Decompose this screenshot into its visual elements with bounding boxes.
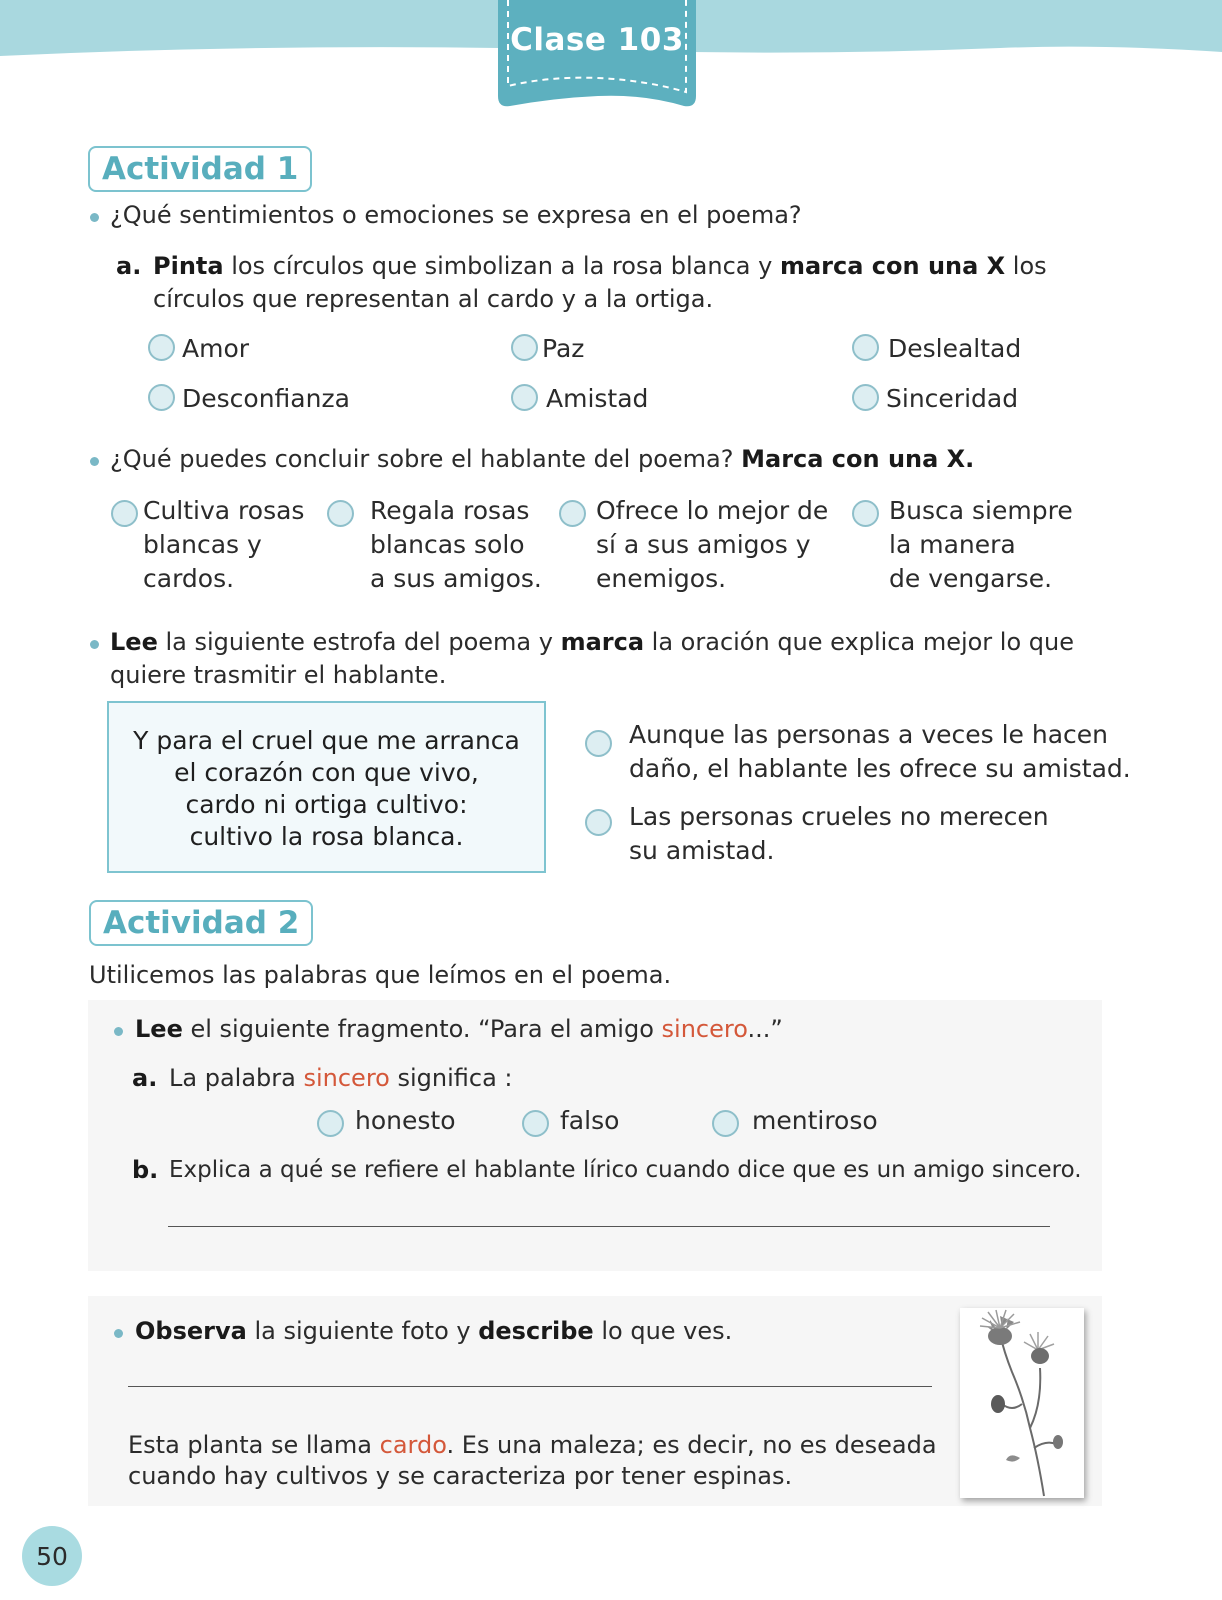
option-ofrece-line3: enemigos. <box>596 564 727 593</box>
option-label-amistad: Amistad <box>546 384 649 413</box>
option-crueles-line2: su amistad. <box>629 836 775 865</box>
fragment-end: ...” <box>747 1015 783 1043</box>
item-a <box>132 1062 157 1095</box>
option-circle-busca[interactable] <box>852 500 879 527</box>
instruction-a-line2: círculos que representan al cardo y a la ortiga. <box>153 285 714 313</box>
question-stanza-text2: la oración que explica mejor lo que <box>644 628 1074 656</box>
plant-info-highlight: cardo <box>379 1431 447 1459</box>
observe-text2: lo que ves. <box>593 1317 733 1345</box>
option-cultiva-line2: blancas y <box>143 530 262 559</box>
explain-question: Explica a qué se refiere el hablante lírico cuando dice que es un amigo sincero. <box>169 1157 1082 1183</box>
question-speaker <box>110 443 974 476</box>
option-crueles-line1: Las personas crueles no merecen <box>629 802 1049 831</box>
activity-2-label: Actividad 2 <box>103 905 300 941</box>
option-label-deslealtad: Deslealtad <box>888 334 1022 363</box>
option-label-honesto: honesto <box>355 1106 456 1135</box>
option-circle-sinceridad[interactable] <box>852 384 879 411</box>
option-busca-line2: la manera <box>889 530 1016 559</box>
instruction-a-line1 <box>153 250 1047 283</box>
option-circle-amor[interactable] <box>148 334 175 361</box>
observe-bold1: Observa <box>135 1317 247 1345</box>
option-busca-line3: de vengarse. <box>889 564 1053 593</box>
option-circle-regala[interactable] <box>327 500 354 527</box>
option-circle-ofrece[interactable] <box>559 500 586 527</box>
activity-2-intro: Utilicemos las palabras que leímos en el poema. <box>89 961 672 989</box>
question-stanza-line1 <box>110 626 1074 659</box>
option-label-amor: Amor <box>182 334 250 363</box>
activity-2-title <box>89 900 313 946</box>
option-label-mentiroso: mentiroso <box>752 1106 878 1135</box>
meaning-question <box>169 1062 513 1095</box>
observe-text1: la siguiente foto y <box>246 1317 479 1345</box>
plant-info-line1 <box>128 1429 937 1462</box>
option-circle-paz[interactable] <box>511 334 538 361</box>
bullet-icon <box>90 213 99 222</box>
question-stanza-bold1: Lee <box>110 628 158 656</box>
fragment-instruction <box>135 1013 783 1046</box>
option-circle-cultiva[interactable] <box>111 500 138 527</box>
option-busca <box>889 494 1073 596</box>
item-letter-a: a. <box>116 252 142 280</box>
fragment-text: el siguiente fragmento. “Para el amigo <box>182 1015 662 1043</box>
question-stanza-text1: la siguiente estrofa del poema y <box>157 628 561 656</box>
option-crueles <box>629 800 1049 868</box>
option-ofrece <box>596 494 828 596</box>
option-ofrece-line2: sí a sus amigos y <box>596 530 811 559</box>
question-stanza-bold2: marca <box>560 628 645 656</box>
option-aunque-line1: Aunque las personas a veces le hacen <box>629 720 1109 749</box>
instruction-a-text2: los <box>1005 252 1047 280</box>
activity-1-title <box>88 146 312 192</box>
option-busca-line1: Busca siempre <box>889 496 1073 525</box>
option-regala-line1: Regala rosas <box>370 496 530 525</box>
option-label-desconfianza: Desconfianza <box>182 384 350 413</box>
question-speaker-bold: Marca con una X. <box>741 445 975 473</box>
stanza-line: el corazón con que vivo, <box>174 758 479 787</box>
fragment-bold: Lee <box>135 1015 183 1043</box>
instruction-a <box>116 250 141 283</box>
observe-bold2: describe <box>478 1317 594 1345</box>
bullet-icon <box>90 640 99 649</box>
option-ofrece-line1: Ofrece lo mejor de <box>596 496 829 525</box>
option-circle-mentiroso[interactable] <box>712 1110 739 1137</box>
question-emotions: ¿Qué sentimientos o emociones se expresa en el poema? <box>110 201 802 229</box>
option-aunque <box>629 718 1131 786</box>
page-number-label: 50 <box>36 1541 68 1571</box>
bullet-icon <box>90 457 99 466</box>
class-title: Clase 103 <box>510 22 684 58</box>
plant-info-line2: cuando hay cultivos y se caracteriza por tener espinas. <box>128 1462 793 1490</box>
option-cultiva-line3: cardos. <box>143 564 235 593</box>
meaning-text2: significa : <box>389 1064 513 1092</box>
item-letter-a2: a. <box>132 1064 158 1092</box>
option-label-sinceridad: Sinceridad <box>886 384 1019 413</box>
option-circle-amistad[interactable] <box>511 384 538 411</box>
option-circle-crueles[interactable] <box>585 809 612 836</box>
page-number <box>22 1526 82 1586</box>
option-regala-line3: a sus amigos. <box>370 564 542 593</box>
plant-info-text1: Esta planta se llama <box>128 1431 380 1459</box>
poem-stanza-box <box>107 701 546 873</box>
bullet-icon <box>114 1027 123 1036</box>
option-circle-deslealtad[interactable] <box>852 334 879 361</box>
stanza-line: cardo ni ortiga cultivo: <box>185 790 468 819</box>
option-cultiva-line1: Cultiva rosas <box>143 496 305 525</box>
plant-info-text2: . Es una maleza; es decir, no es deseada <box>446 1431 937 1459</box>
question-stanza-line2: quiere trasmitir el hablante. <box>110 661 447 689</box>
instruction-a-bold2: marca con una X <box>779 252 1006 280</box>
option-label-falso: falso <box>560 1106 620 1135</box>
instruction-a-bold1: Pinta <box>153 252 224 280</box>
observe-instruction <box>135 1315 732 1348</box>
description-answer-line[interactable] <box>128 1386 932 1387</box>
option-circle-falso[interactable] <box>522 1110 549 1137</box>
instruction-a-text1: los círculos que simbolizan a la rosa blanca y <box>223 252 780 280</box>
option-circle-honesto[interactable] <box>317 1110 344 1137</box>
stanza-line: Y para el cruel que me arranca <box>133 726 520 755</box>
bullet-icon <box>114 1329 123 1338</box>
fragment-highlight: sincero <box>661 1015 748 1043</box>
answer-line[interactable] <box>168 1226 1050 1227</box>
meaning-highlight: sincero <box>303 1064 390 1092</box>
stanza-line: cultivo la rosa blanca. <box>189 822 464 851</box>
thistle-photo <box>960 1308 1084 1498</box>
option-regala-line2: blancas solo <box>370 530 525 559</box>
item-b <box>132 1154 158 1187</box>
question-speaker-text: ¿Qué puedes concluir sobre el hablante del poema? <box>110 445 742 473</box>
option-cultiva <box>143 494 304 596</box>
option-circle-desconfianza[interactable] <box>148 384 175 411</box>
option-circle-aunque[interactable] <box>585 730 612 757</box>
item-letter-b: b. <box>132 1156 159 1184</box>
option-aunque-line2: daño, el hablante les ofrece su amistad. <box>629 754 1131 783</box>
activity-1-label: Actividad 1 <box>102 151 299 187</box>
option-label-paz: Paz <box>542 334 585 363</box>
meaning-text1: La palabra <box>169 1064 304 1092</box>
thistle-plant-icon <box>960 1308 1084 1498</box>
option-regala <box>370 494 542 596</box>
